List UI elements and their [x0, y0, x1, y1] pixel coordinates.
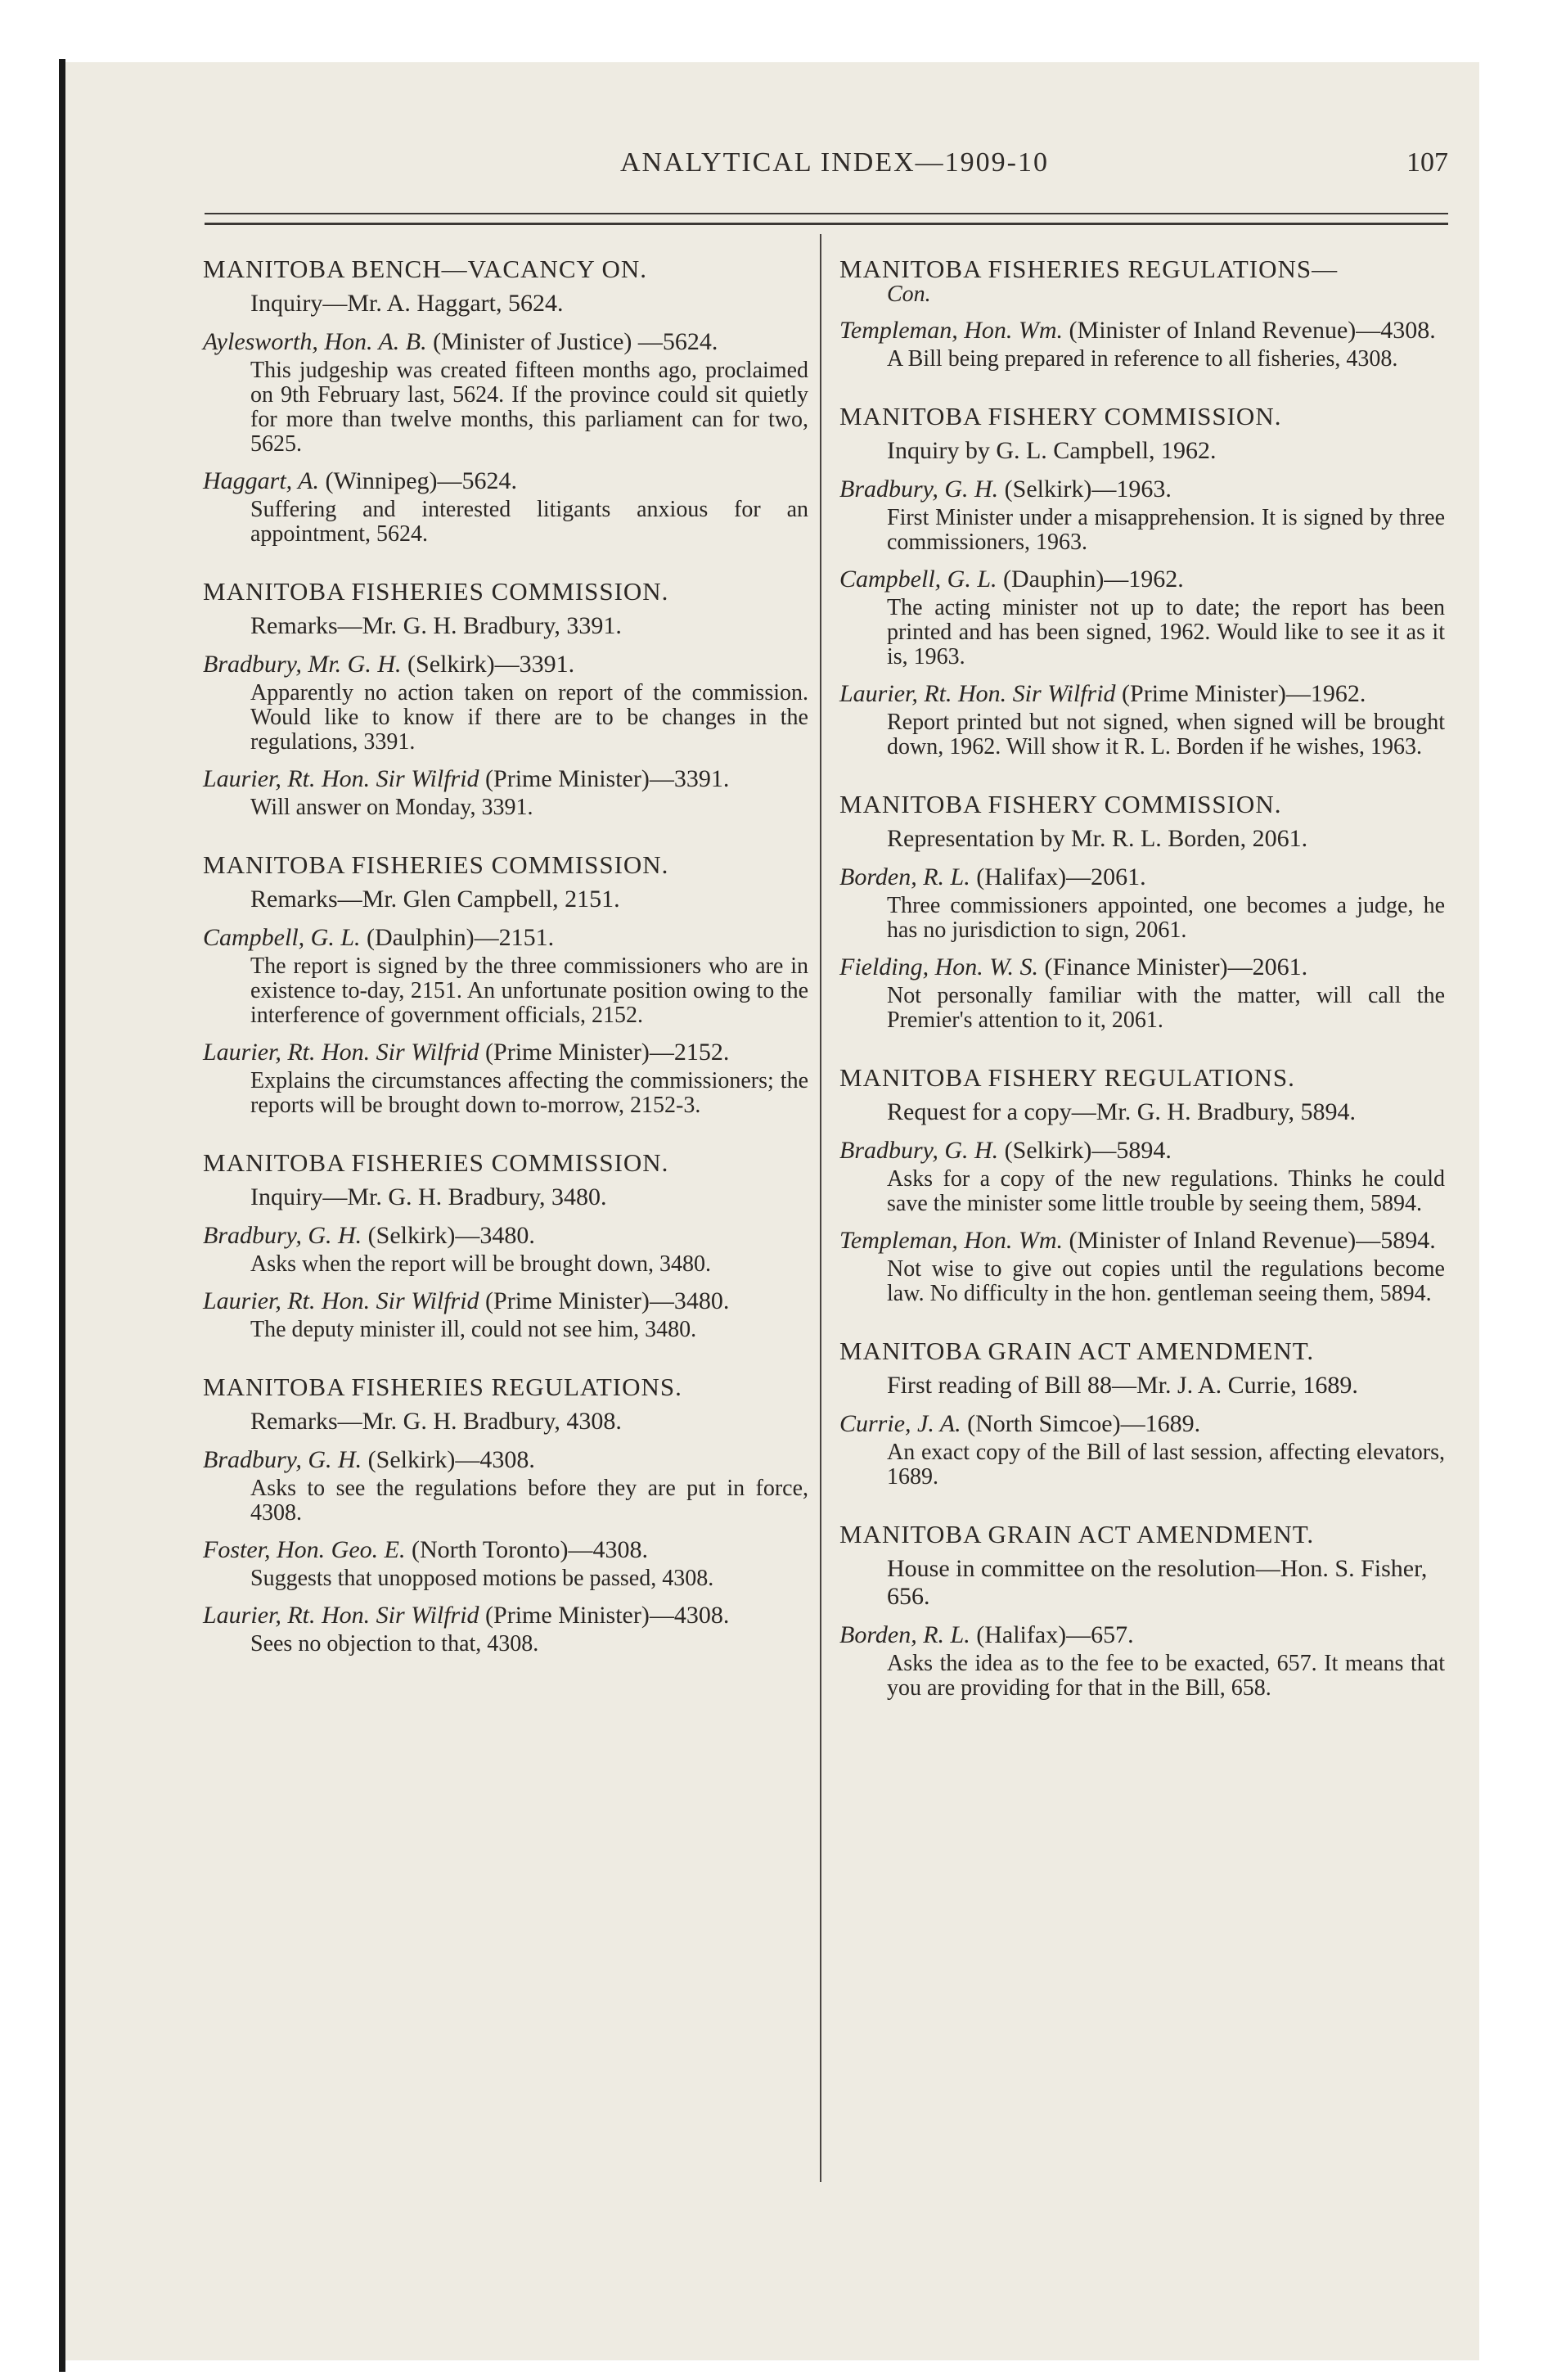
speaker-detail: (Minister of Inland Revenue)—5894.	[1063, 1227, 1436, 1254]
speaker-note: Not personally familiar with the matter, will call the Premier's attention to it, 2061.	[887, 983, 1445, 1033]
speaker-name: Bradbury, G. H.	[839, 1137, 999, 1164]
entry-heading-text: MANITOBA BENCH—VACANCY ON.	[203, 255, 648, 283]
speaker-name: Laurier, Rt. Hon. Sir Wilfrid	[203, 1287, 479, 1314]
entry-heading-text: MANITOBA GRAIN ACT AMENDMENT.	[839, 1336, 1315, 1365]
header-rule-thick	[205, 223, 1448, 225]
speaker-name: Borden, R. L.	[839, 863, 970, 890]
speaker-note: The acting minister not up to date; the report has been printed and has been signed, 1962. Would like to see it as it is, 1963.	[887, 595, 1445, 669]
speaker-detail: (Selkirk)—1963.	[998, 476, 1172, 503]
speaker-detail: (Selkirk)—3391.	[401, 651, 575, 678]
index-page	[65, 62, 1479, 2360]
speaker-line	[203, 1288, 808, 1314]
speaker-line	[203, 1447, 808, 1473]
entry-heading	[839, 1064, 1445, 1092]
speaker-detail: (North Simcoe)—1689.	[961, 1410, 1201, 1437]
index-entry	[839, 791, 1445, 1033]
speaker-line	[839, 864, 1445, 890]
entry-subject: Inquiry by G. L. Campbell, 1962.	[887, 437, 1217, 464]
speaker-line	[839, 1138, 1445, 1164]
speaker-line	[839, 1622, 1445, 1648]
speaker-note: Explains the circumstances affecting the commissioners; the reports will be brought down to-morrow, 2152-3.	[250, 1068, 808, 1118]
index-entry	[203, 1149, 808, 1342]
entry-heading-text: MANITOBA FISHERY COMMISSION.	[839, 402, 1282, 430]
speaker-note: An exact copy of the Bill of last session, affecting elevators, 1689.	[887, 1440, 1445, 1490]
speaker-name: Campbell, G. L.	[203, 924, 361, 951]
speaker-detail: (Prime Minister)—1962.	[1115, 680, 1366, 707]
entry-heading	[203, 1373, 808, 1401]
speaker-name: Templeman, Hon. Wm.	[839, 317, 1064, 344]
speaker-detail: (Selkirk)—4308.	[362, 1446, 535, 1473]
speaker-note: Apparently no action taken on report of the commission. Would like to know if there are to be changes in the regulations, 3391.	[250, 680, 808, 755]
speaker-detail: (Prime Minister)—3391.	[479, 765, 730, 792]
scan-edge-shadow	[59, 59, 65, 2372]
entry-heading	[203, 851, 808, 879]
speaker-note: First Minister under a misapprehension. It is signed by three commissioners, 1963.	[887, 505, 1445, 555]
speaker-name: Haggart, A.	[203, 467, 319, 494]
entry-subject: Remarks—Mr. G. H. Bradbury, 3391.	[250, 612, 622, 639]
speaker-note: This judgeship was created fifteen months ago, proclaimed on 9th February last, 5624. If the province could sit quietly for more than twelve months, this parliament can for two, 5625.	[250, 358, 808, 457]
speaker-note: Sees no objection to that, 4308.	[250, 1631, 539, 1657]
index-entry	[203, 578, 808, 820]
entry-subject: First reading of Bill 88—Mr. J. A. Currie, 1689.	[887, 1372, 1358, 1399]
speaker-note: Asks for a copy of the new regulations. Thinks he could save the minister some little trouble by seeing them, 5894.	[887, 1166, 1445, 1216]
speaker-note: Report printed but not signed, when signed will be brought down, 1962. Will show it R. L. Borden if he wishes, 1963.	[887, 710, 1445, 760]
speaker-line	[203, 1602, 808, 1629]
column-divider	[820, 234, 821, 2182]
speaker-line	[203, 1039, 808, 1066]
speaker-line	[839, 1411, 1445, 1437]
speaker-name: Laurier, Rt. Hon. Sir Wilfrid	[203, 1039, 479, 1066]
speaker-note: Will answer on Monday, 3391.	[250, 795, 533, 820]
speaker-detail: (Halifax)—2061.	[970, 863, 1146, 890]
left-column	[203, 244, 808, 1661]
index-entry	[203, 851, 808, 1118]
speaker-note: The deputy minister ill, could not see him, 3480.	[250, 1317, 697, 1342]
entry-subject: Inquiry—Mr. G. H. Bradbury, 3480.	[250, 1183, 607, 1210]
speaker-note: Asks the idea as to the fee to be exacted, 657. It means that you are providing for that in the Bill, 658.	[887, 1651, 1445, 1701]
entry-heading	[839, 403, 1445, 430]
entry-heading-text: MANITOBA FISHERY REGULATIONS.	[839, 1063, 1295, 1092]
entry-subject: Inquiry—Mr. A. Haggart, 5624.	[250, 290, 564, 317]
index-entry	[839, 255, 1445, 372]
speaker-line	[839, 476, 1445, 503]
speaker-name: Templeman, Hon. Wm.	[839, 1227, 1064, 1254]
speaker-line	[839, 1228, 1445, 1254]
speaker-name: Campbell, G. L.	[839, 566, 997, 593]
entry-heading-text: MANITOBA FISHERIES COMMISSION.	[203, 850, 669, 879]
speaker-note: A Bill being prepared in reference to all fisheries, 4308.	[887, 346, 1398, 372]
speaker-note: Asks to see the regulations before they are put in force, 4308.	[250, 1476, 808, 1526]
speaker-note: Asks when the report will be brought down, 3480.	[250, 1251, 712, 1277]
entry-heading-text: MANITOBA FISHERIES COMMISSION.	[203, 1148, 669, 1177]
speaker-line	[203, 925, 808, 951]
right-column	[839, 244, 1445, 1706]
speaker-detail: (Dauphin)—1962.	[997, 566, 1184, 593]
entry-heading	[839, 1521, 1445, 1548]
speaker-name: Currie, J. A.	[839, 1410, 961, 1437]
entry-heading	[839, 791, 1445, 818]
index-entry	[839, 1064, 1445, 1306]
speaker-detail: (Finance Minister)—2061.	[1038, 953, 1308, 980]
running-title: ANALYTICAL INDEX—1909-10	[620, 147, 1049, 178]
speaker-detail: (Minister of Justice) —5624.	[426, 328, 718, 355]
speaker-name: Borden, R. L.	[839, 1621, 970, 1648]
speaker-line	[203, 468, 808, 494]
speaker-detail: (Halifax)—657.	[970, 1621, 1134, 1648]
speaker-detail: (Minister of Inland Revenue)—4308.	[1063, 317, 1436, 344]
speaker-note: The report is signed by the three commissioners who are in existence to-day, 2151. An unfortunate position owing to the interference of government officials, 2152.	[250, 953, 808, 1028]
entry-subject: Remarks—Mr. Glen Campbell, 2151.	[250, 886, 620, 913]
speaker-line	[203, 329, 808, 355]
entry-subject: Representation by Mr. R. L. Borden, 2061.	[887, 825, 1308, 852]
index-entry	[839, 1337, 1445, 1490]
entry-heading-text: MANITOBA FISHERY COMMISSION.	[839, 790, 1282, 818]
speaker-line	[203, 651, 808, 678]
speaker-line	[203, 1537, 808, 1563]
speaker-name: Laurier, Rt. Hon. Sir Wilfrid	[203, 765, 479, 792]
entry-subject: Remarks—Mr. G. H. Bradbury, 4308.	[250, 1408, 622, 1435]
speaker-name: Laurier, Rt. Hon. Sir Wilfrid	[203, 1602, 479, 1629]
speaker-line	[839, 681, 1445, 707]
entry-heading	[839, 255, 1445, 306]
speaker-line	[839, 318, 1445, 344]
index-entry	[203, 1373, 808, 1657]
speaker-detail: (Prime Minister)—3480.	[479, 1287, 730, 1314]
speaker-detail: (Selkirk)—3480.	[362, 1222, 535, 1249]
speaker-name: Bradbury, Mr. G. H.	[203, 651, 402, 678]
entry-heading-text: MANITOBA FISHERIES REGULATIONS.	[203, 1373, 682, 1401]
entry-heading	[203, 1149, 808, 1177]
page-header	[65, 147, 1479, 196]
entry-subject: House in committee on the resolution—Hon. S. Fisher, 656.	[887, 1555, 1428, 1610]
index-entry	[839, 403, 1445, 760]
index-entry	[839, 1521, 1445, 1701]
speaker-line	[839, 954, 1445, 980]
speaker-detail: (Prime Minister)—2152.	[479, 1039, 730, 1066]
speaker-note: Three commissioners appointed, one becomes a judge, he has no jurisdiction to sign, 2061.	[887, 893, 1445, 943]
entry-subject: Request for a copy—Mr. G. H. Bradbury, 5894.	[887, 1098, 1356, 1125]
entry-heading	[203, 578, 808, 606]
speaker-name: Aylesworth, Hon. A. B.	[203, 328, 427, 355]
speaker-note: Not wise to give out copies until the regulations become law. No difficulty in the hon. gentleman seeing them, 5894.	[887, 1256, 1445, 1306]
speaker-name: Bradbury, G. H.	[839, 476, 999, 503]
index-entry	[203, 255, 808, 547]
speaker-line	[839, 566, 1445, 593]
entry-heading-text: MANITOBA FISHERIES COMMISSION.	[203, 577, 669, 606]
speaker-detail: (North Toronto)—4308.	[405, 1536, 648, 1563]
speaker-line	[203, 1223, 808, 1249]
speaker-name: Foster, Hon. Geo. E.	[203, 1536, 406, 1563]
speaker-detail: (Winnipeg)—5624.	[318, 467, 518, 494]
header-rule-thin	[205, 213, 1448, 214]
speaker-note: Suffering and interested litigants anxious for an appointment, 5624.	[250, 497, 808, 547]
entry-heading	[203, 255, 808, 283]
speaker-detail: (Daulphin)—2151.	[360, 924, 555, 951]
speaker-name: Bradbury, G. H.	[203, 1446, 362, 1473]
page-number: 107	[1406, 147, 1448, 178]
speaker-detail: (Prime Minister)—4308.	[479, 1602, 730, 1629]
speaker-name: Bradbury, G. H.	[203, 1222, 362, 1249]
speaker-name: Laurier, Rt. Hon. Sir Wilfrid	[839, 680, 1116, 707]
speaker-detail: (Selkirk)—5894.	[998, 1137, 1172, 1164]
entry-heading-text: MANITOBA GRAIN ACT AMENDMENT.	[839, 1520, 1315, 1548]
speaker-note: Suggests that unopposed motions be passed, 4308.	[250, 1566, 714, 1591]
entry-heading-continued: Con.	[887, 282, 931, 307]
speaker-name: Fielding, Hon. W. S.	[839, 953, 1039, 980]
speaker-line	[203, 766, 808, 792]
entry-heading-text: MANITOBA FISHERIES REGULATIONS—	[839, 255, 1339, 283]
entry-heading	[839, 1337, 1445, 1365]
